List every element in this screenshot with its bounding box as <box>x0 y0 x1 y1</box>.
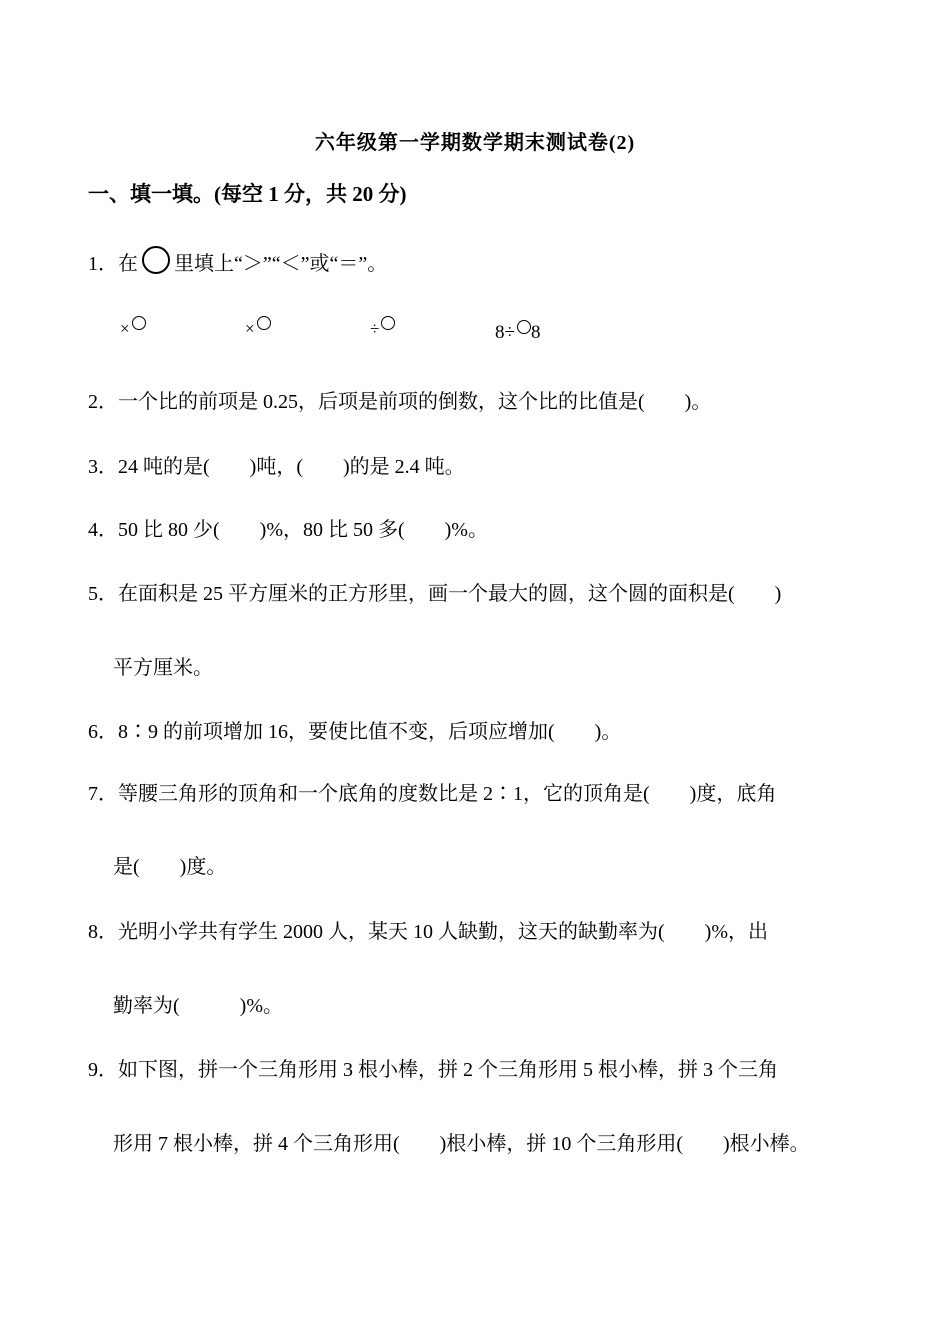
question-2: 2．一个比的前项是 0.25，后项是前项的倒数，这个比的比值是( )。 <box>88 391 712 413</box>
compare-item-1 <box>120 316 146 344</box>
circle-icon <box>142 246 170 274</box>
compare-op: ÷ <box>370 319 380 338</box>
question-8: 8．光明小学共有学生 2000 人，某天 10 人缺勤，这天的缺勤率为( )%，出 <box>88 921 768 943</box>
question-1-prefix: 1．在 <box>88 253 138 275</box>
question-5: 5．在面积是 25 平方厘米的正方形里，画一个最大的圆，这个圆的面积是( ) <box>88 583 782 605</box>
compare-item-2 <box>245 316 271 344</box>
question-3: 3．24 吨的是( )吨，( )的是 2.4 吨。 <box>88 456 465 478</box>
question-1-suffix: 里填上“＞”“＜”或“＝”。 <box>174 253 388 275</box>
section-heading: 一、填一填。(每空 1 分，共 20 分) <box>88 182 407 206</box>
compare-circle-icon[interactable] <box>257 316 271 330</box>
question-1 <box>88 246 387 276</box>
question-8-cont: 勤率为( )%。 <box>113 995 283 1017</box>
question-7-cont: 是( )度。 <box>113 856 227 878</box>
compare-circle-icon[interactable] <box>381 316 395 330</box>
compare-item-4 <box>495 320 540 344</box>
compare-item-3 <box>370 316 395 344</box>
compare-circle-icon[interactable] <box>132 316 146 330</box>
question-9-cont: 形用 7 根小棒，拼 4 个三角形用( )根小棒，拼 10 个三角形用( )根小棒。 <box>113 1133 810 1155</box>
question-5-cont: 平方厘米。 <box>113 657 213 679</box>
question-6: 6．8∶9 的前项增加 16，要使比值不变，后项应增加( )。 <box>88 721 622 743</box>
compare-op: × <box>245 319 255 338</box>
compare-after: 8 <box>530 322 541 343</box>
compare-op: × <box>120 319 130 338</box>
page-title: 六年级第一学期数学期末测试卷(2) <box>314 132 636 154</box>
question-4: 4．50 比 80 少( )%，80 比 50 多( )%。 <box>88 519 488 541</box>
question-9: 9．如下图，拼一个三角形用 3 根小棒，拼 2 个三角形用 5 根小棒，拼 3 个三角 <box>88 1059 778 1081</box>
compare-circle-icon[interactable] <box>517 320 531 334</box>
compare-op: 8÷ <box>495 322 515 343</box>
question-7: 7．等腰三角形的顶角和一个底角的度数比是 2∶1，它的顶角是( )度，底角 <box>88 783 777 805</box>
